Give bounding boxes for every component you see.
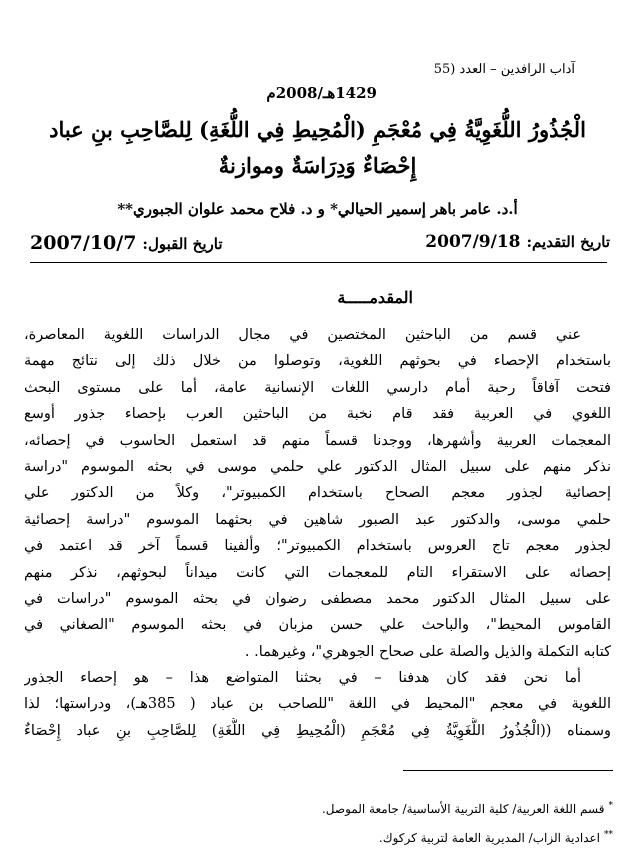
body-line: اللغوية في معجم "المحيط في اللغة "للصاحب بن عباد ( 385هـ)، ودراستها؛ لذا: [24, 696, 611, 713]
footnote-mark: *: [608, 801, 613, 811]
acceptance-date: [30, 232, 223, 254]
body-paragraphs: [24, 322, 611, 744]
body-line: المعجمات العربية وأشهرها، ووجدنا قسماً منهم قد استعمل الحاسوب في إحصائه،: [24, 432, 611, 449]
footnote-divider: [403, 770, 613, 771]
body-line: اللغوي في العربية فقد قام نخبة من الباحثين العرب بإحصاء جذور أوسع: [24, 406, 611, 423]
body-line: عني قسم من الباحثين المختصين في مجال الدراسات اللغوية المعاصرة،: [24, 327, 581, 343]
body-line: لجذور معجم تاج العروس باستخدام الكمبيوتر"؛ وألفينا قسماً آخر قد اعتمد في: [24, 538, 611, 555]
section-heading: المقدمـــــة: [337, 288, 413, 307]
body-line: وسمناه ((الْجُذُورُ اللُّغَوِيَّةُ فِي مُعْجَمِ (الْمُحِيطِ فِي اللُّغَةِ) لِلصَّاحِبِ بنِ عباد إِحْصَاءٌ: [24, 722, 611, 739]
acceptance-date-label: تاريخ القبول:: [142, 235, 223, 253]
header-divider: [30, 262, 607, 263]
title-line-2: إِحْصَاءٌ وَدِرَاسَةٌ وموازنةٌ: [218, 153, 417, 178]
dates-row: [30, 232, 610, 254]
journal-running-head: آداب الرافدين – العدد (55: [433, 62, 575, 77]
footnote-item: [40, 793, 613, 822]
footnotes: [40, 793, 613, 851]
footnote-item: [40, 822, 613, 851]
footnote-mark: **: [604, 830, 613, 840]
submission-date-label: تاريخ التقديم:: [526, 233, 610, 251]
body-line: أما نحن فقد كان هدفنا – في بحثنا المتواضع هذا – هو إحصاء الجذور: [24, 670, 581, 687]
body-line: القاموس المحيط"، والباحث علي حسن مزبان في بحثه الموسوم "الصغاني في: [24, 617, 611, 634]
footnote-text: اعدادية الزاب/ المديرية العامة لتربية كركوك.: [378, 831, 600, 845]
body-line: كتابه التكملة والذيل والصلة على صحاح الجوهري"، وغيرهما. .: [244, 643, 611, 660]
body-line: على سبيل المثال الدكتور محمد مصطفى رضوان في بحثه الموسوم "دراسات في: [24, 590, 611, 607]
issue-date-line: 1429هـ/2008م: [266, 84, 377, 102]
body-line: إحصائية لجذور معجم الصحاح باستخدام الكمبيوتر"، وكلاً من الدكتور علي: [24, 485, 611, 502]
submission-date: [425, 232, 610, 254]
title-line-1: الْجُذُورُ اللُّغَوِيَّةُ فِي مُعْجَمِ (الْمُحِيطِ فِي اللُّغَةِ) لِلصَّاحِبِ بنِ عباد: [49, 117, 586, 142]
body-line: فتحت آفاقاً رحبة أمام دارسي اللغات الإنسانية عامة، أما على مستوى البحث: [24, 379, 611, 396]
body-line: إحصائه على الاستقراء التام للمعجمات التي كانت ميداناً لبحوثهم، نذكر منهم: [24, 564, 611, 581]
submission-date-value: 2007/9/18: [425, 232, 521, 252]
author-line: أ.د. عامر باهر إسمير الحيالي* و د. فلاح محمد علوان الجبوري**: [117, 200, 518, 218]
paper-title: [30, 112, 605, 184]
footnote-text: قسم اللغة العربية/ كلية التربية الأساسية/ جامعة الموصل.: [321, 802, 605, 816]
acceptance-date-value: 2007/10/7: [30, 232, 137, 254]
body-line: باستخدام الإحصاء في بحوثهم اللغوية، وتوصلوا من خلال ذلك إلى نتائج مهمة: [24, 353, 611, 370]
body-line: نذكر منهم على سبيل المثال الدكتور علي حلمي موسى في بحثه الموسوم "دراسة: [24, 458, 611, 475]
body-line: حلمي موسى، والدكتور عبد الصبور شاهين في بحثهما الموسوم "دراسة إحصائية: [24, 511, 611, 528]
